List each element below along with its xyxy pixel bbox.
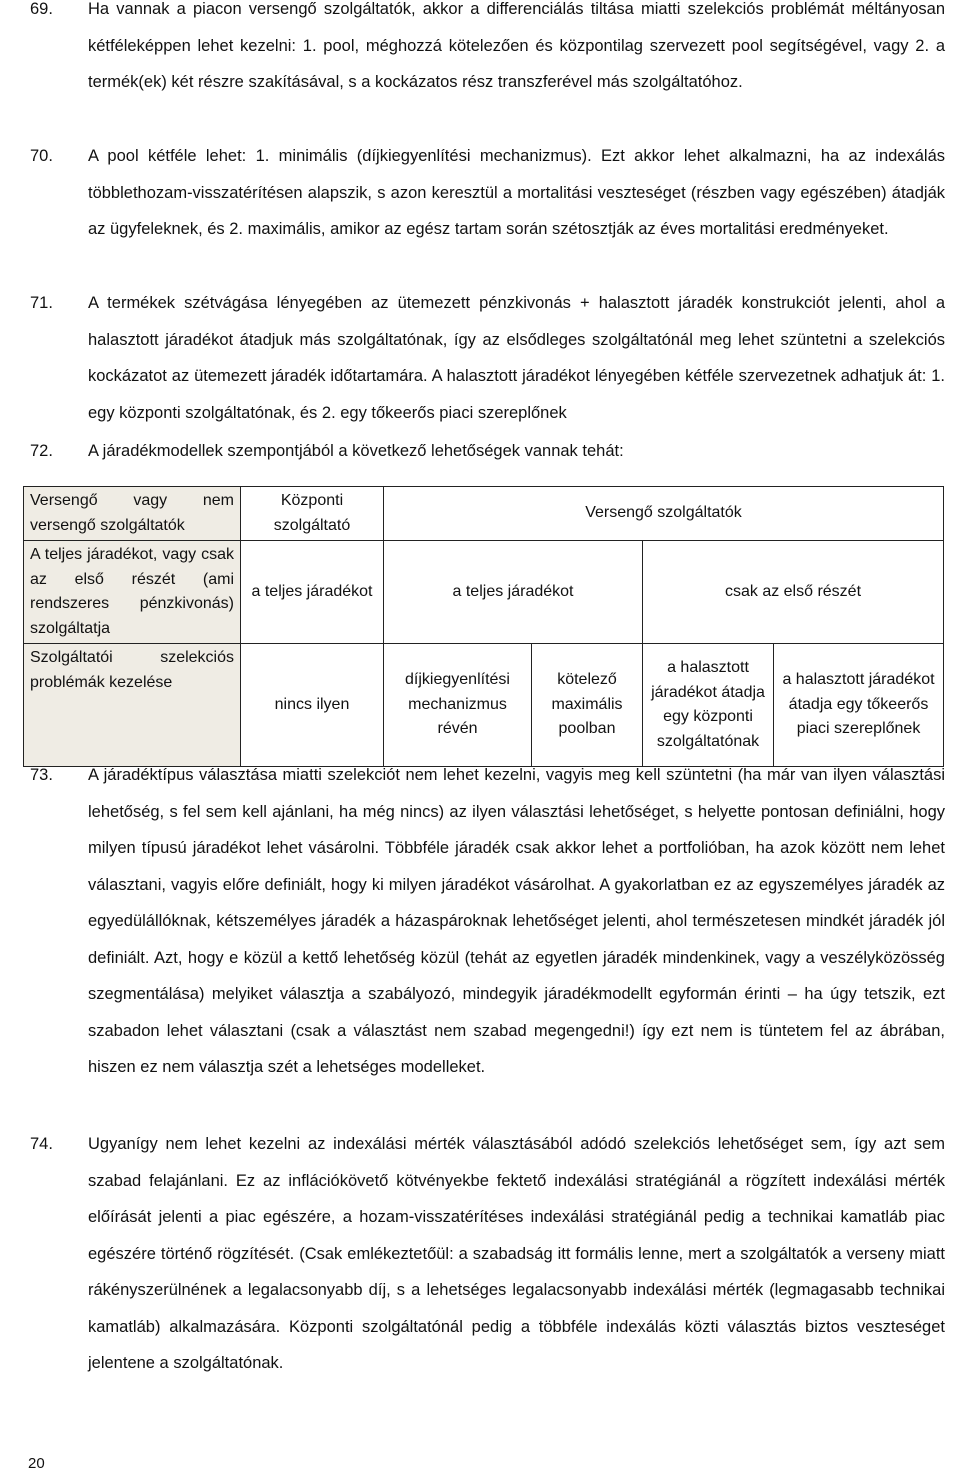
paragraph-number: 70. bbox=[30, 147, 53, 165]
table-row bbox=[24, 541, 944, 644]
table-cell: díjkiegyenlítési mechanizmus révén bbox=[384, 644, 532, 767]
paragraph-text: A pool kétféle lehet: 1. minimális (díjkiegyenlítési mechanizmus). Ezt akkor lehet alkalmazni, ha az indexálás többlethozam-visszatérítésen alapszik, s azon keresztül a mortalitási veszteséget (részben vagy egészében) átadják az ügyfeleknek, és 2. maximális, amikor az egész tartam során szétosztják az éves mortalitási eredményeket. bbox=[88, 147, 945, 238]
row-label: Versengő vagy nem versengő szolgáltatók bbox=[24, 487, 241, 541]
table-cell: a teljes járadékot bbox=[241, 541, 384, 644]
table-row bbox=[24, 644, 944, 767]
table-cell: kötelező maximális poolban bbox=[532, 644, 643, 767]
paragraph-number: 71. bbox=[30, 294, 53, 312]
row-label: Szolgáltatói szelekciós problémák kezelése bbox=[24, 644, 241, 767]
paragraph-text: A járadékmodellek szempontjából a következő lehetőségek vannak tehát: bbox=[88, 442, 624, 460]
paragraph-text: A járadéktípus választása miatti szelekciót nem lehet kezelni, vagyis meg kell szüntetni (ha már van ilyen választási lehetőség, s fel sem kell ajánlani, ha még nincs) az ilyen választási lehetőséget, s helyette pontosan definiálni, hogy milyen típusú járadékot lehet vásárolni. Többféle járadék csak akkor lehet a portfolióban, ha azok között nem lehet választani, vagyis előre definiált, hogy ki milyen járadékot vásárolhat. A gyakorlatban ez az egyszemélyes járadék az egyedülállóknak, kétszemélyes járadék a házaspároknak lehetőséget jelenti, ahol természetesen mindkét járadék jól definiált. Azt, hogy e közül a kettő lehetőség közül (tehát az egyetlen járadék mindenkinek, vagy a veszélyközösség szegmentálása) melyiket választja a szabályozó, mindegyik járadékmodellt egyformán érinti – ha úgy tetszik, ezt szabadon lehet választani (csak a választást nem szabad megengedni!) így ezt nem is tüntetem fel az ábrában, hiszen ez nem választja szét a lehetséges modelleket. bbox=[88, 766, 945, 1076]
table-row bbox=[24, 487, 944, 541]
table-cell: nincs ilyen bbox=[241, 644, 384, 767]
table-cell: Versengő szolgáltatók bbox=[384, 487, 944, 541]
paragraph-text: Ha vannak a piacon versengő szolgáltatók, akkor a differenciálás tiltása miatti szelekciós problémát méltányosan kétféleképpen lehet kezelni: 1. pool, méghozzá kötelezően és központilag szervezett pool segítségével, vagy 2. a termék(ek) két részre szakításával, s a kockázatos rész transzferével más szolgáltatóhoz. bbox=[88, 0, 945, 91]
table-cell: Központi szolgáltató bbox=[241, 487, 384, 541]
table-cell: a teljes járadékot bbox=[384, 541, 643, 644]
paragraph-text: Ugyanígy nem lehet kezelni az indexálási mérték választásából adódó szelekciós lehetőséget sem, így azt sem szabad felajánlani. Ez az inflációkövető kötvényekbe fektető indexálási stratégiánál a rögzített indexálási mérték előírását jelenti a piac egészére, a hozam-visszatérítéses indexálási stratégiánál pedig a technikai kamatláb piac egészére történő rögzítését. (Csak emlékeztetőül: a szabadság itt formális lenne, mert a szolgáltatók a verseny miatt rákényszerülnének a legalacsonyabb díj, s a lehetséges legalacsonyabb indexálási mérték (legmagasabb technikai kamatláb) alkalmazására. Központi szolgáltatónál pedig a többféle indexálás közti választás biztos veszteséget jelentene a szolgáltatónak. bbox=[88, 1135, 945, 1372]
paragraph-number: 69. bbox=[30, 0, 53, 18]
paragraph-text: A termékek szétvágása lényegében az ütemezett pénzkivonás + halasztott járadék konstrukciót jelenti, ahol a halasztott járadékot átadjuk más szolgáltatónak, így az elsődleges szolgáltatónál meg lehet szüntetni a szelekciós kockázatot az ütemezett járadék időtartamára. A halasztott járadékot lényegében kétféle szervezetnek adhatjuk át: 1. egy központi szolgáltatónak, és 2. egy tőkeerős piaci szereplőnek bbox=[88, 294, 945, 422]
paragraph-number: 73. bbox=[30, 766, 53, 784]
table-cell: a halasztott járadékot átadja egy tőkeerős piaci szereplőnek bbox=[774, 644, 944, 767]
annuity-model-table bbox=[23, 486, 944, 767]
table-cell: a halasztott járadékot átadja egy központi szolgáltatónak bbox=[643, 644, 774, 767]
paragraph-number: 74. bbox=[30, 1135, 53, 1153]
page-number: 20 bbox=[28, 1455, 45, 1472]
row-label: A teljes járadékot, vagy csak az első részét (ami rendszeres pénzkivonás) szolgáltatja bbox=[24, 541, 241, 644]
table-cell: csak az első részét bbox=[643, 541, 944, 644]
paragraph-number: 72. bbox=[30, 442, 53, 460]
